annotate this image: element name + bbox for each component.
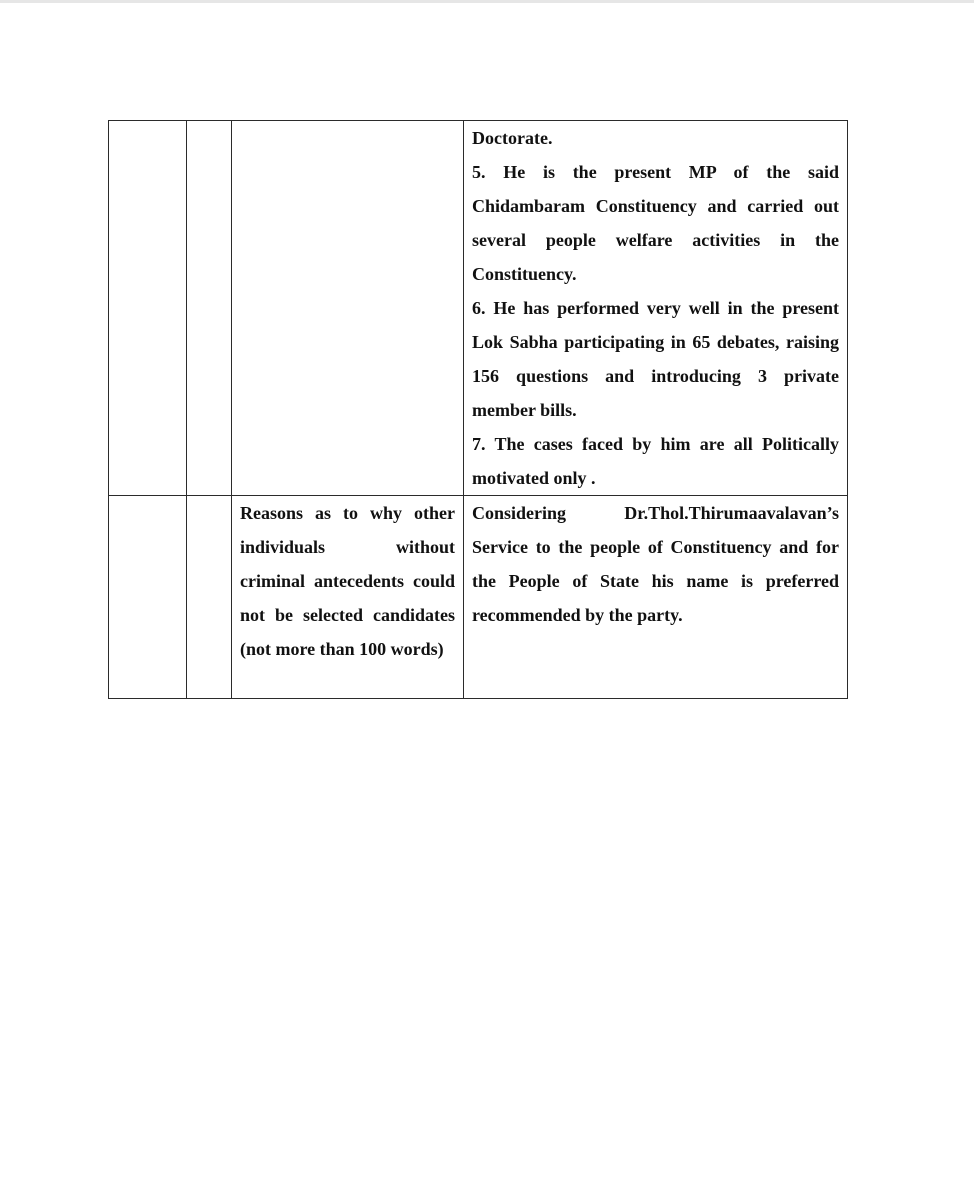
sub-serial-cell [187,121,232,496]
paragraph-cases: 7. The cases faced by him are all Politically motivated only . [472,434,839,488]
label-cell [232,121,464,496]
table-row [109,121,848,496]
details-cell [464,121,848,496]
candidate-details-table [108,120,848,699]
serial-cell [109,121,187,496]
reason-label-cell [232,496,464,699]
reason-value-cell [464,496,848,699]
table-row [109,496,848,699]
paragraph-doctorate: Doctorate. [472,128,553,148]
paragraph-present-mp: 5. He is the present MP of the said Chidambaram Constituency and carried out several people welfare activities in the Constituency. [472,162,839,284]
paragraph-lok-sabha-performance: 6. He has performed very well in the present Lok Sabha participating in 65 debates, raising 156 questions and introducing 3 private member bills. [472,298,839,420]
serial-cell [109,496,187,699]
sub-serial-cell [187,496,232,699]
reason-value-text: Considering Dr.Thol.Thirumaavalavan’s Service to the people of Constituency and for the People of State his name is preferred recommended by the party. [472,503,839,625]
page-top-rule [0,0,974,3]
reason-label-text: Reasons as to why other individuals without criminal antecedents could not be selected candidates (not more than 100 words) [240,503,455,659]
